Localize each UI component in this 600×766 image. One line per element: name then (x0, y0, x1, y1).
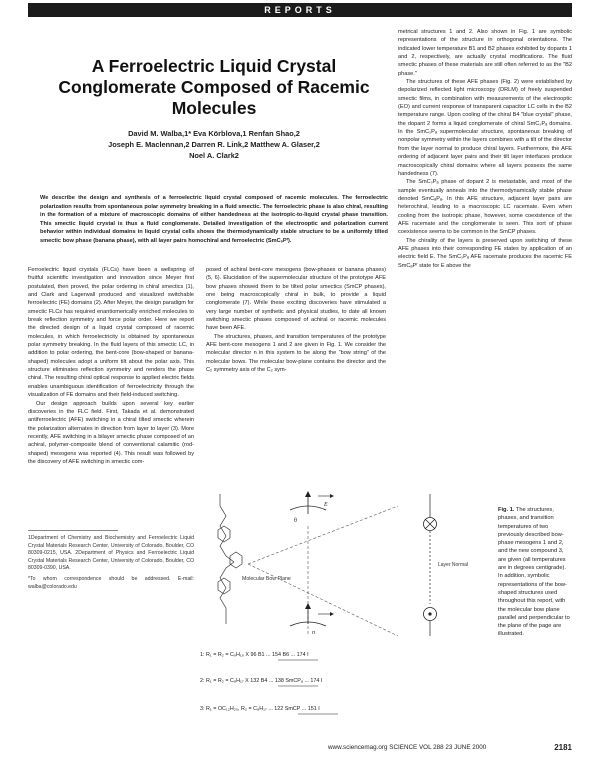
tilt-label-top: θ (294, 518, 297, 524)
bow-symbol-bottom (290, 603, 334, 636)
body-paragraph: The chirality of the layers is preserved upon switching of these AFE phases into their corresponding FE states by application of an electric field E. The SmCₛPₐ AFE racemate produces the racemic FE SmCₐPᶠ state for E above the (398, 237, 572, 269)
body-paragraph: metrical structures 1 and 2. Also shown in Fig. 1 are symbolic representations of the structure in orthogonal orientations. The indicated lower temperature B1 and B2 phases exhibited by dopants 1 and 2, respectively, are actually crystal modifications. The fluid smectic phases of these materials are still often referred to as the "B2 phase." (398, 29, 572, 77)
section-header-bar (28, 3, 572, 17)
body-paragraph: posed of achiral bent-core mesogens (bow-phases or banana phases) (5, 6). Elucidation of the supermolecular structure of the prototype AFE bow phases showed them to be tilted polar smectics (SmCP phases), one being macroscopically chiral in bulk, to provide a liquid conglomerate (7). While these exciting discoveries have stimulated a very large number of synthetic and physical studies, to date all known switching smectic phases composed of achiral or racemic molecules have been AFE. (206, 267, 386, 332)
author-list (40, 128, 388, 161)
correspondence-note: *To whom correspondence should be addressed. E-mail: walba@colorado.edu (28, 575, 194, 590)
compound-2-phases: 2: R₁ = R₂ = C₈H₁₇ X 132 B4 ... 138 SmCPₐ ... 174 I (200, 678, 323, 684)
body-paragraph: Our design approach builds upon several key earlier discoveries in the FLC field. First, Takada et al. demonstrated antiferroelectric (AFE) switching in a chiral tilted smectic wherein the polarization alternates in direction from layer to layer (3). More recently, AFE switching in a bilayer smectic phase composed of an achiral, polymer-composite blend of conventional calamitic (rod-shaped) mesogens was reported (4). This result was followed by the discovery of AFE switching in smectic com- (28, 400, 194, 465)
right-orientation-symbols (424, 494, 469, 636)
body-column-3 (398, 28, 572, 498)
page-number: 2181 (554, 743, 572, 752)
body-paragraph: The structures of these AFE phases (Fig. 2) were established by depolarized reflected light microscopy (DRLM) of freely suspended smectic films, in combination with measurements of the electrooptic (EO) and current response of transparent capacitor LC cells in the B2 temperature range. Upon cooling of the chiral B4 "blue crystal" phase, the dopant 2 forms a liquid conglomerate of chiral SmCₛPₐ domains. In the SmCₛPₐ supermolecular structure, spontaneous breaking of nonpolar symmetry within the layers combines with a tilt of the director from the layer normal to produce chiral layers. Furthermore, the AFE ordering of adjacent layer pairs and their tilt layer interfaces produce macroscopically chiral domains where all layers possess the same handedness (7). (398, 79, 572, 177)
body-paragraph: The SmCₛPₐ phase of dopant 2 is metastable, and most of the sample eventually anneals into the thermodynamically stable phase denoted SmCₐPₐ. In this AFE structure, adjacent layer pairs are heterochiral, leading to a macroscopic LC racemate. Even when cooling from the isotropic phase, however, some coexistence of the AFE racemate and the conglomerate is seen. This sort of phase coexistence seems to be common in the SmCP phases. (398, 179, 572, 236)
journal-citation: www.sciencemag.org SCIENCE VOL 288 23 JUNE 2000 (328, 744, 487, 751)
bent-core-molecule-drawing (218, 494, 242, 624)
body-column-1 (28, 266, 194, 528)
caption-lead: Fig. 1. (498, 507, 515, 513)
article-title: A Ferroelectric Liquid Crystal Conglomerate Composed of Racemic Molecules (58, 56, 370, 118)
layer-normal-label: Layer Normal (438, 562, 469, 568)
director-label-bottom: n (312, 630, 315, 636)
compound-1-phases: 1: R₁ = R₂ = C₉H₁₉ X 96 B1 ... 154 B6 ... 174 I (200, 652, 309, 658)
figure-1-caption (498, 506, 572, 639)
authors-line-2: Joseph E. Maclennan,2 Darren R. Link,2 Matthew A. Glaser,2 (108, 140, 320, 149)
page-footer (28, 742, 572, 754)
body-paragraph: Ferroelectric liquid crystals (FLCs) have been a wellspring of fruitful scientific investigation and innovation since Meyer first postulated, then proved, the polar ordering in chiral smectics (1), and Clark and Lagerwall produced and visualized switchable ferroelectric (FE) domains (2). After Meyer, the design paradigm for smectic FLCs has required enantiomerically enriched molecules to break reflection symmetry and force polar order. Here we report the directed design of a liquid crystal composed of racemic molecules, in which ferroelectricity is obtained by spontaneous polar symmetry breaking. In the fluid layers of this smectic LC, in addition to polar ordering, the bent-core (bow-shaped or banana-shaped) molecules adopt a uniform tilt about the polar axis. This structure eliminates reflection symmetry and renders the phase chiral. The resulting chiral optical response to applied electric fields enables unambiguous identification of ferroelectricity through the visualization of FE domains and their field-induced switching. (28, 267, 194, 399)
authors-line-1: David M. Walba,1* Eva Körblova,1 Renfan Shao,2 (128, 129, 300, 138)
compound-schemes (200, 652, 338, 714)
authors-line-3: Noel A. Clark2 (189, 151, 239, 160)
field-label-top: E (324, 502, 328, 508)
figure-1-structures (198, 486, 494, 718)
orientation-guides (248, 506, 398, 636)
compound-3-phases: 3: R₁ = OC₁₂H₂₅, R₂ = C₈H₁₇ ... 122 SmCP ... 151 I (200, 706, 320, 712)
footnote-divider (28, 530, 118, 531)
abstract: We describe the design and synthesis of a ferroelectric liquid crystal composed of racemic molecules. The ferroelectric polarization results from spontaneous polar symmetry breaking in a fluid smectic. The ferroelectric phase is also chiral, resulting in the formation of a mixture of macroscopic domains of either handedness at the isotropic-to-liquid crystal phase transition. This smectic liquid crystal is thus a fluid conglomerate. Detailed investigation of the electrooptic and polarization current behavior within individual domains in liquid crystal cells shows the thermodynamically stable structure to be a uniformly tilted smectic bow phase (banana phase), with all layer pairs homochiral and ferroelectric (SmCₛPᶠ). (40, 195, 388, 244)
affiliation-note: 1Department of Chemistry and Biochemistry and Ferroelectric Liquid Crystal Materials Research Center, University of Colorado, Boulder, CO 80309-0215, USA. 2Department of Physics and Ferroelectric Liquid Crystal Materials Research Center, University of Colorado, Boulder, CO 80309-0390, USA. (28, 535, 194, 572)
molecular-bow-plane-label: Molecular Bow Plane (242, 576, 291, 582)
caption-text: The structures, phases, and transition temperatures of two previously described bow-phase mesogens 1 and 2, and the new compound 3, are given (all temperatures are in degrees centigrade). In addition, symbolic representations of the bow-shaped structures used throughout this report, with the molecular bow plane parallel and perpendicular to the plane of the page are illustrated. (498, 507, 570, 638)
body-column-2 (206, 266, 386, 480)
body-paragraph: The structures, phases, and transition temperatures of the prototype AFE bent-core mesogens 1 and 2 are given in Fig. 1. We consider the molecular director n in this system to be along the "bow string" of the molecular bows. The molecular bow-plane contains the director and the C₂ symmetry axis of the C₂ sym- (206, 333, 386, 374)
affiliation-footnotes (28, 535, 194, 594)
section-label: REPORTS (264, 5, 336, 15)
bow-symbol-top (290, 491, 334, 524)
